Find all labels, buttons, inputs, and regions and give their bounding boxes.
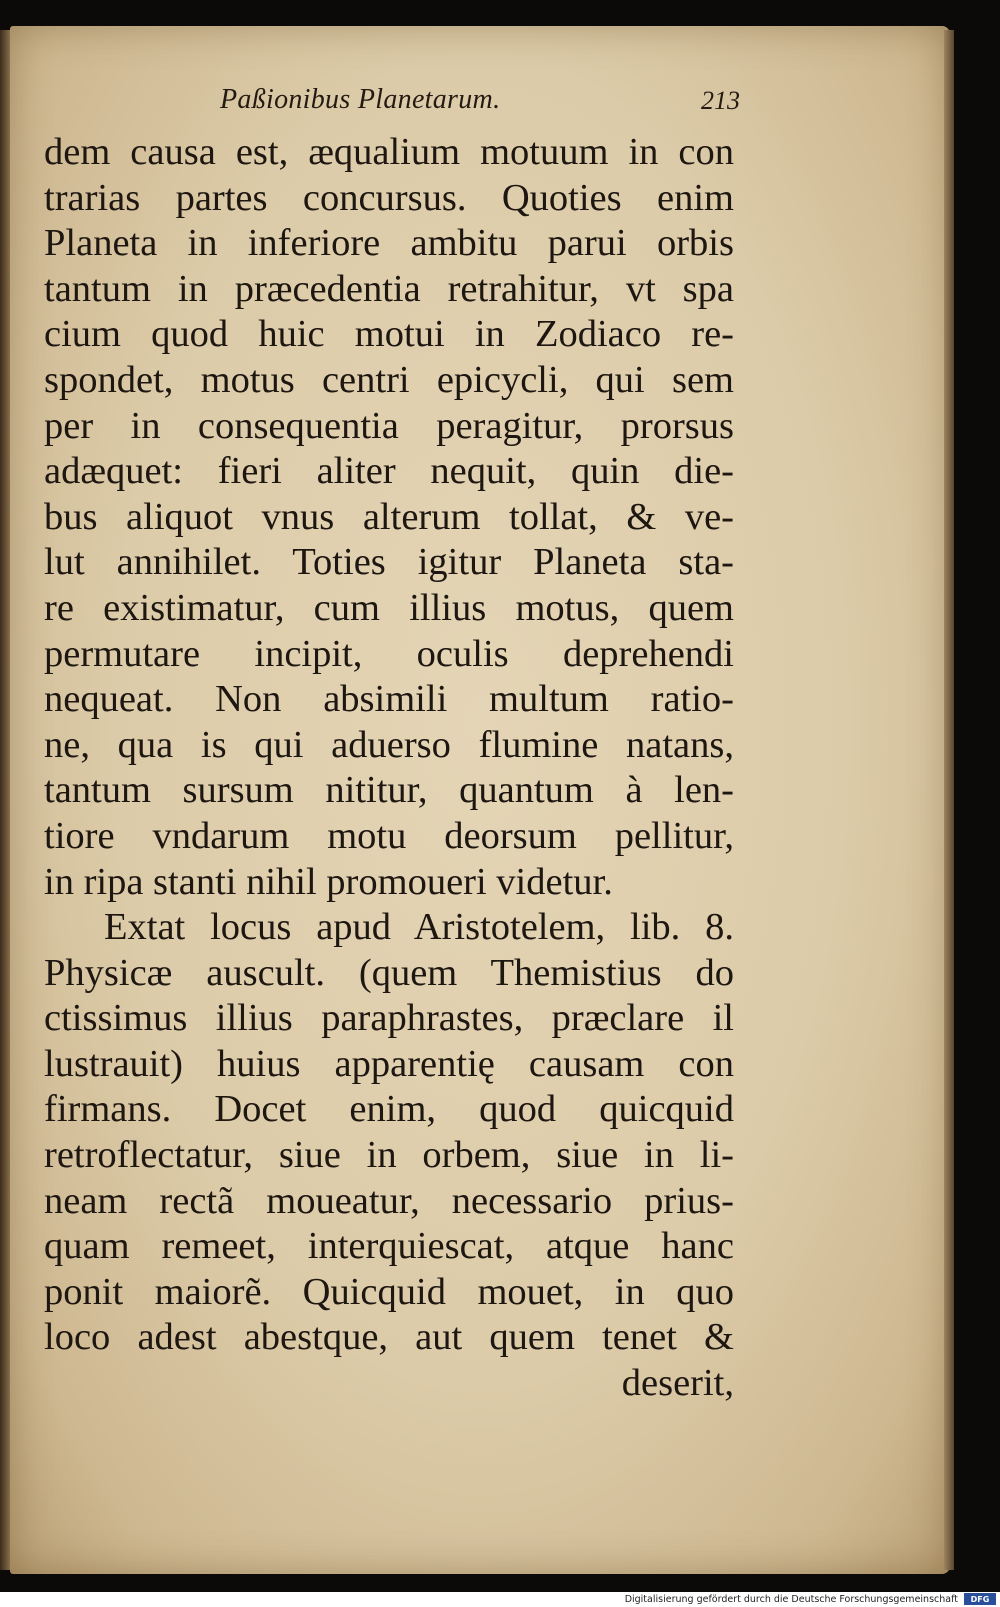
- text-line: dem causa est, æqualium motuum in con: [44, 131, 734, 173]
- running-head: Paßionibus Planetarum.: [220, 84, 501, 115]
- text-line: per in consequentia peragitur, prorsus: [44, 404, 734, 447]
- text-line: trarias partes concursus. Quoties enim: [44, 176, 734, 219]
- page-header: [210, 84, 740, 124]
- digitization-credit: Digitalisierung gefördert durch die Deutsche Forschungsgemeinschaft: [624, 1594, 958, 1605]
- page-number: 213: [701, 86, 740, 115]
- text-line: Planeta in inferiore ambitu parui orbis: [44, 222, 734, 265]
- text-line-paragraph-start: Extat locus apud Aristotelem, lib. 8.: [104, 906, 734, 949]
- body-text: [44, 130, 734, 1407]
- page-fore-edge: [944, 30, 954, 1570]
- text-line: spondet, motus centri epicycli, qui sem: [44, 358, 734, 401]
- text-line: ponit maiorẽ. Quicquid mouet, in quo: [44, 1270, 734, 1313]
- catchword: deserit,: [621, 1362, 734, 1405]
- text-line: adæquet: fieri aliter nequit, quin die-: [44, 450, 734, 493]
- text-line: cium quod huic motui in Zodiaco re-: [44, 313, 734, 356]
- dfg-logo: DFG: [964, 1593, 996, 1605]
- text-line: neam rectã moueatur, necessario prius-: [44, 1179, 734, 1222]
- text-line: in ripa stanti nihil promoueri videtur.: [44, 860, 613, 903]
- text-line: loco adest abestque, aut quem tenet &: [44, 1316, 734, 1359]
- text-line: Physicæ auscult. (quem Themistius do: [44, 951, 734, 994]
- text-line: tantum sursum nititur, quantum à len-: [44, 769, 734, 812]
- text-line: re existimatur, cum illius motus, quem: [44, 586, 734, 629]
- text-line: quam remeet, interquiescat, atque hanc: [44, 1225, 734, 1268]
- text-line: tantum in præcedentia retrahitur, vt spa: [44, 267, 734, 310]
- text-line: ctissimus illius paraphrastes, præclare il: [44, 997, 734, 1040]
- text-line: lut annihilet. Toties igitur Planeta sta-: [44, 541, 734, 584]
- text-line: retroflectatur, siue in orbem, siue in li-: [44, 1134, 734, 1177]
- text-line: tiore vndarum motu deorsum pellitur,: [44, 814, 734, 857]
- text-line: lustrauit) huius apparentię causam con: [44, 1042, 734, 1085]
- text-line: nequeat. Non absimili multum ratio-: [44, 678, 734, 721]
- text-line: bus aliquot vnus alterum tollat, & ve-: [44, 495, 734, 538]
- text-line: firmans. Docet enim, quod quicquid: [44, 1088, 734, 1131]
- text-line: permutare incipit, oculis deprehendi: [44, 632, 734, 675]
- text-line: ne, qua is qui aduerso flumine natans,: [44, 723, 734, 766]
